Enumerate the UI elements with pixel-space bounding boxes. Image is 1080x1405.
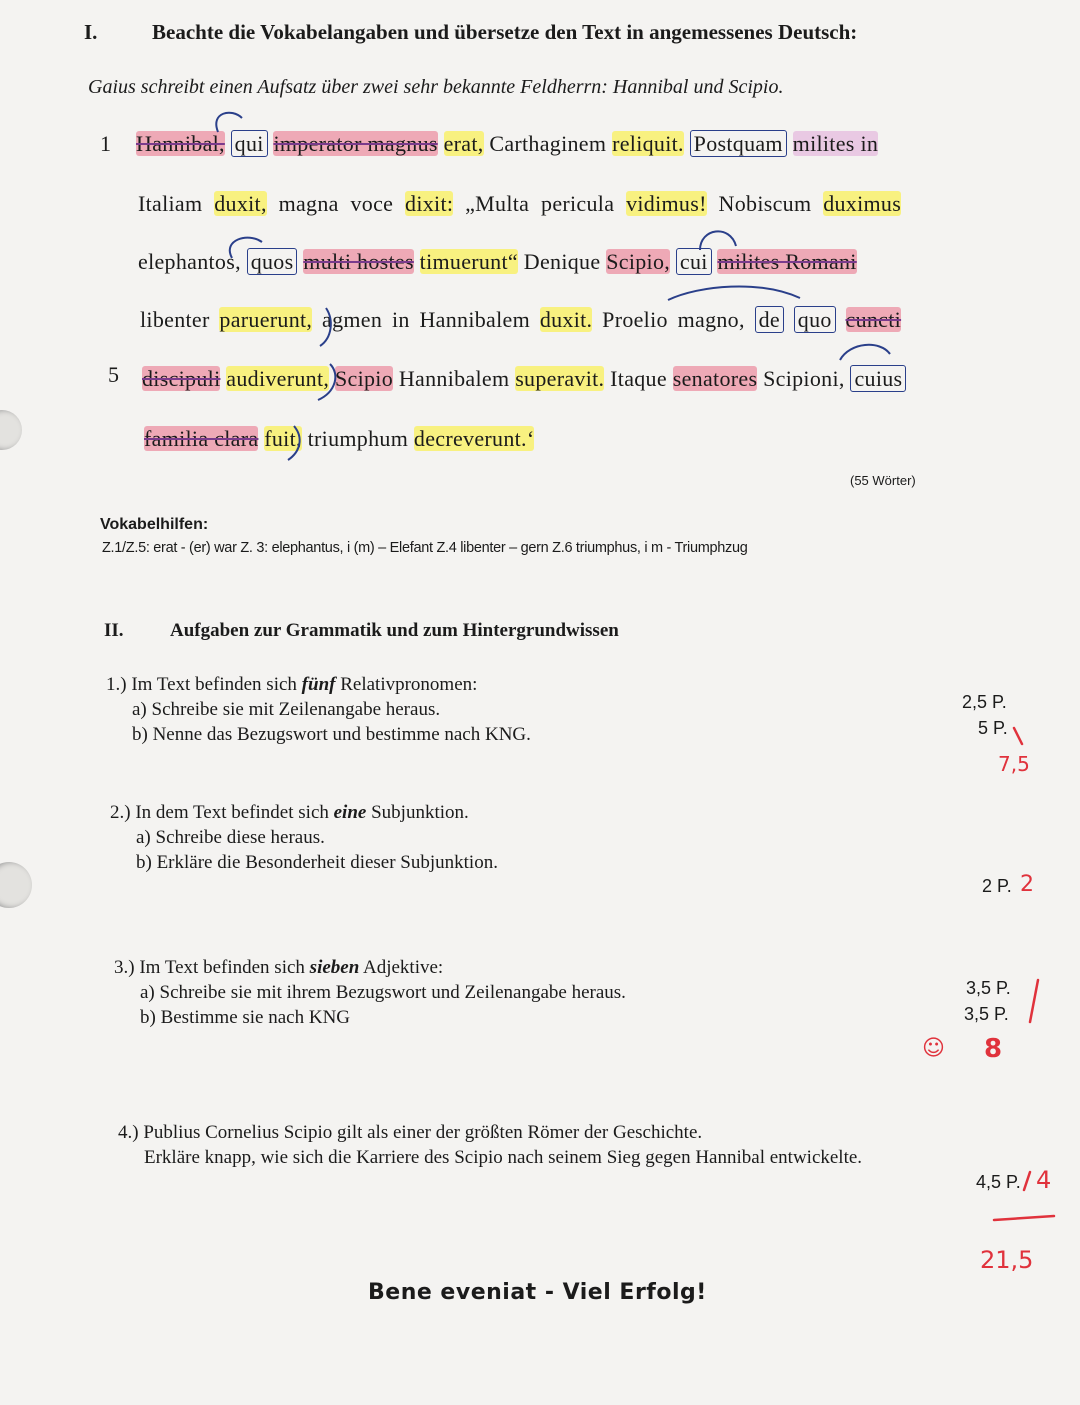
word-hannibal: Hannibal, <box>136 131 225 156</box>
word-duximus: duximus <box>823 191 902 216</box>
task-2-a: a) Schreibe diese heraus. <box>136 827 325 848</box>
phrase-milites-in: milites in <box>792 131 879 156</box>
task-1-points-b: 5 P. <box>978 718 1008 738</box>
phrase-imperator-magnus: imperator magnus <box>273 131 438 156</box>
section2-numeral: II. <box>104 620 124 641</box>
phrase-multa-pericula: „Multa pericula <box>465 191 615 216</box>
word-scipioni: Scipioni, <box>763 366 845 391</box>
word-discipuli: discipuli <box>142 366 221 391</box>
phrase-multi-hostes: multi hostes <box>303 249 414 274</box>
word-elephantos: elephantos, <box>138 249 241 274</box>
task-3-score: 8 <box>984 1034 1003 1064</box>
word-duxit-2: duxit. <box>539 307 593 332</box>
section2-heading: Aufgaben zur Grammatik und zum Hintergrundwissen <box>170 620 619 641</box>
section1-numeral: I. <box>84 20 98 44</box>
word-audiverunt: audiverunt, <box>226 366 330 391</box>
word-libenter: libenter <box>140 307 210 332</box>
total-score: 21,5 <box>980 1246 1034 1274</box>
task-4-line2: Erkläre knapp, wie sich die Karriere des Scipio nach seinem Sieg gegen Hannibal entwickelte. <box>144 1147 863 1168</box>
task-1: 1.) Im Text befinden sich fünf Relativpronomen: a) Schreibe sie mit Zeilenangabe heraus. b) Nenne das Bezugswort und bestimme nach KNG. <box>106 674 531 745</box>
word-quos: quos <box>247 248 298 275</box>
word-dixit: dixit: <box>405 191 454 216</box>
phrase-agmen-in-hannibalem: agmen in Hannibalem <box>322 307 530 332</box>
task-2-score: 2 <box>1020 872 1034 897</box>
phrase-magna-voce: magna voce <box>278 191 394 216</box>
task-3-points-b: 3,5 P. <box>964 1004 1009 1024</box>
vocab-title: Vokabelhilfen: <box>100 516 209 533</box>
task-1-points-a: 2,5 P. <box>962 692 1007 712</box>
word-scipio: Scipio, <box>606 249 671 274</box>
word-erat: erat, <box>443 131 484 156</box>
task-2-points: 2 P. <box>982 876 1012 896</box>
phrase-familia-clara: familia clara <box>144 426 259 451</box>
word-cui: cui <box>676 248 712 275</box>
word-vidimus: vidimus! <box>626 191 707 216</box>
word-paruerunt: paruerunt, <box>219 307 313 332</box>
task-1-b: b) Nenne das Bezugswort und bestimme nach KNG. <box>132 724 531 745</box>
smiley-icon: ☺ <box>922 1036 945 1061</box>
word-qui: qui <box>231 130 268 157</box>
task-3-a: a) Schreibe sie mit ihrem Bezugswort und Zeilenangabe heraus. <box>140 982 626 1003</box>
word-italiam: Italiam <box>138 191 203 216</box>
task-4-line1: 4.) Publius Cornelius Scipio gilt als einer der größten Römer der Geschichte. <box>118 1122 703 1143</box>
emph-sieben: sieben <box>309 957 360 978</box>
word-denique: Denique <box>523 249 601 274</box>
word-itaque: Itaque <box>610 366 667 391</box>
word-decreverunt: decreverunt.‘ <box>413 426 535 451</box>
task-4-score: 4 <box>1036 1166 1052 1194</box>
word-cuncti: cuncti <box>845 307 902 332</box>
word-postquam: Postquam <box>690 130 787 157</box>
word-superavit: superavit. <box>515 366 605 391</box>
vocab-line: Z.1/Z.5: erat - (er) war Z. 3: elephantus, i (m) – Elefant Z.4 libenter – gern Z.6 triumphus, i m - Triumphzug <box>102 540 748 556</box>
word-count: (55 Wörter) <box>850 473 916 488</box>
section1-intro: Gaius schreibt einen Aufsatz über zwei sehr bekannte Feldherrn: Hannibal und Scipio. <box>88 76 784 98</box>
word-reliquit: reliquit. <box>612 131 684 156</box>
task-1-score: 7,5 <box>998 752 1030 776</box>
task-3: 3.) Im Text befinden sich sieben Adjektive: a) Schreibe sie mit ihrem Bezugswort und Zeilenangabe heraus. b) Bestimme sie nach KNG <box>114 957 626 1028</box>
word-carthaginem: Carthaginem <box>489 131 607 156</box>
emph-eine: eine <box>333 802 367 823</box>
section1-heading: Beachte die Vokabelangaben und übersetze den Text in angemessenes Deutsch: <box>152 20 858 44</box>
emph-fuenf: fünf <box>301 674 336 695</box>
word-senatores: senatores <box>672 366 758 391</box>
task-3-b: b) Bestimme sie nach KNG <box>140 1007 351 1028</box>
word-timuerunt: timuerunt“ <box>419 249 518 274</box>
task-2-b: b) Erkläre die Besonderheit dieser Subjunktion. <box>136 852 498 873</box>
task-3-points-a: 3,5 P. <box>966 978 1011 998</box>
line-number-5: 5 <box>108 362 120 387</box>
word-duxit: duxit, <box>214 191 267 216</box>
word-triumphum: triumphum <box>307 426 409 451</box>
word-fuit: fuit, <box>264 426 302 451</box>
word-scipio-2: Scipio <box>335 366 394 391</box>
phrase-proelio-magno: Proelio magno, <box>602 307 745 332</box>
word-quo: quo <box>794 306 836 333</box>
word-cuius: cuius <box>850 365 906 392</box>
task-1-a: a) Schreibe sie mit Zeilenangabe heraus. <box>132 699 441 720</box>
closing-text: Bene eveniat - Viel Erfolg! <box>368 1280 707 1305</box>
word-nobiscum: Nobiscum <box>718 191 812 216</box>
phrase-milites-romani: milites Romani <box>717 249 857 274</box>
task-2: 2.) In dem Text befindet sich eine Subjunktion. a) Schreibe diese heraus. b) Erkläre die Besonderheit dieser Subjunktion. <box>110 802 498 873</box>
word-hannibalem: Hannibalem <box>398 366 510 391</box>
line-number-1: 1 <box>100 131 112 156</box>
task-4-points: 4,5 P. <box>976 1172 1021 1192</box>
word-de: de <box>755 306 784 333</box>
